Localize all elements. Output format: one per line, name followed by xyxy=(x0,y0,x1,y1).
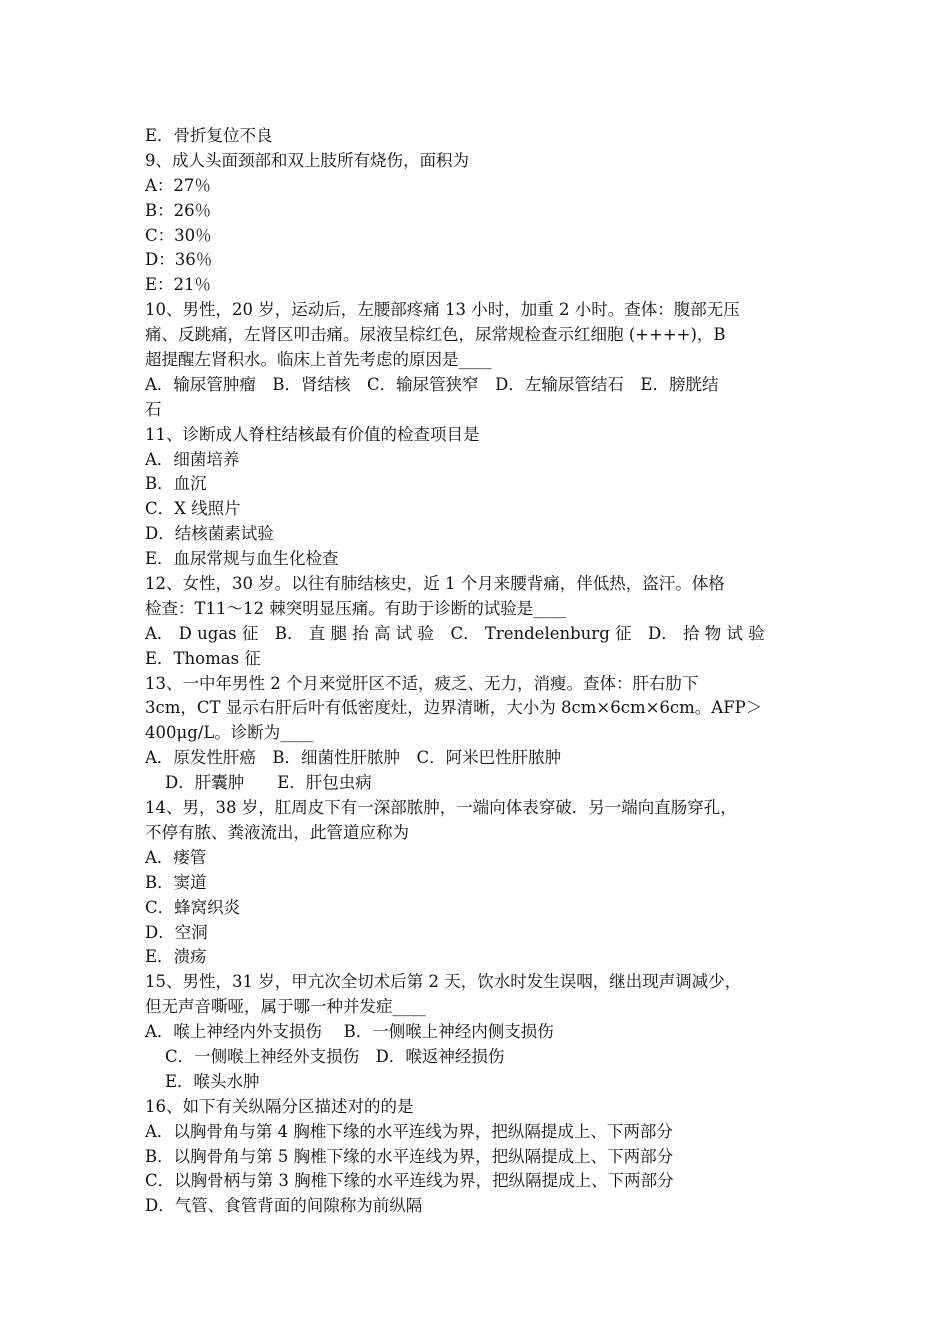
document-page xyxy=(145,124,810,1219)
option-line: E．血尿常规与血生化检查 xyxy=(145,549,339,569)
option-line: A．瘘管 xyxy=(145,847,207,867)
option-line: A：27％ xyxy=(145,175,211,195)
question-15-cont: 但无声音嘶哑，属于哪一种并发症____ xyxy=(145,997,426,1017)
option-line: A． D ugas 征 B． 直 腿 抬 高 试 验 C． Trendelenburg 征 D． 拾 物 试 验 xyxy=(145,623,765,643)
option-line: 石 xyxy=(145,399,162,419)
option-line: C：30％ xyxy=(145,225,212,245)
option-line: B．血沉 xyxy=(145,474,207,494)
option-line: C．X 线照片 xyxy=(145,499,241,519)
question-14-cont: 不停有脓、粪液流出，此管道应称为 xyxy=(145,822,409,842)
question-11: 11、诊断成人脊柱结核最有价值的检查项目是 xyxy=(145,424,480,444)
option-line: D．结核菌素试验 xyxy=(145,524,274,544)
option-line: A．原发性肝癌 B．细菌性肝脓肿 C．阿米巴性肝脓肿 xyxy=(145,748,562,768)
question-14: 14、男，38 岁，肛周皮下有一深部脓肿，一端向体表穿破．另一端向直肠穿孔， xyxy=(145,798,737,818)
question-15: 15、男性，31 岁，甲亢次全切术后第 2 天，饮水时发生误咽，继出现声调减少， xyxy=(145,972,742,992)
question-16: 16、如下有关纵隔分区描述对的的是 xyxy=(145,1096,414,1116)
question-12: 12、女性，30 岁。以往有肺结核史，近 1 个月来腰背痛，伴低热，盗汗。体格 xyxy=(145,574,725,594)
option-line: B．窦道 xyxy=(145,872,207,892)
option-line: C．一侧喉上神经外支损伤 D．喉返神经损伤 xyxy=(165,1046,505,1066)
option-line: E．喉头水肿 xyxy=(165,1071,260,1091)
question-13: 13、一中年男性 2 个月来觉肝区不适，疲乏、无力，消瘦。查体：肝右肋下 xyxy=(145,673,699,693)
option-line: D．空洞 xyxy=(145,922,208,942)
question-10-cont: 超提醒左肾积水。临床上首先考虑的原因是____ xyxy=(145,350,492,370)
option-line: A．输尿管肿瘤 B．肾结核 C．输尿管狭窄 D．左输尿管结石 E．膀胱结 xyxy=(145,374,719,394)
option-line: D：36％ xyxy=(145,250,213,270)
question-13-cont: 3cm，CT 显示右肝后叶有低密度灶，边界清晰，大小为 8cm×6cm×6cm。AFP＞ xyxy=(145,698,763,718)
option-line: A．细菌培养 xyxy=(145,449,240,469)
option-line: B．以胸骨角与第 5 胸椎下缘的水平连线为界，把纵隔提成上、下两部分 xyxy=(145,1146,674,1166)
question-12-cont: 检查：T11～12 棘突明显压痛。有助于诊断的试验是____ xyxy=(145,598,567,618)
question-9: 9、成人头面颈部和双上肢所有烧伤，面积为 xyxy=(145,150,469,170)
option-line: E：21％ xyxy=(145,275,212,295)
option-line: D．气管、食管背面的间隙称为前纵隔 xyxy=(145,1196,423,1216)
option-line: E．溃疡 xyxy=(145,947,207,967)
option-line: A．喉上神经内外支损伤 B．一侧喉上神经内侧支损伤 xyxy=(145,1022,554,1042)
option-line: D．肝囊肿 E．肝包虫病 xyxy=(165,773,372,793)
option-line: E．Thomas 征 xyxy=(145,648,261,668)
option-line: C．蜂窝织炎 xyxy=(145,897,241,917)
question-10: 10、男性，20 岁，运动后，左腰部疼痛 13 小时，加重 2 小时。查体：腹部无压 xyxy=(145,300,740,320)
question-10-cont: 痛、反跳痛，左肾区叩击痛。尿液呈棕红色，尿常规检查示红细胞 (++++)，B xyxy=(145,325,726,345)
option-line: E．骨折复位不良 xyxy=(145,126,273,145)
question-13-cont: 400μg/L。诊断为____ xyxy=(145,723,314,743)
option-line: B：26％ xyxy=(145,200,212,220)
option-line: A．以胸骨角与第 4 胸椎下缘的水平连线为界，把纵隔提成上、下两部分 xyxy=(145,1121,673,1141)
option-line: C．以胸骨柄与第 3 胸椎下缘的水平连线为界，把纵隔提成上、下两部分 xyxy=(145,1171,674,1191)
